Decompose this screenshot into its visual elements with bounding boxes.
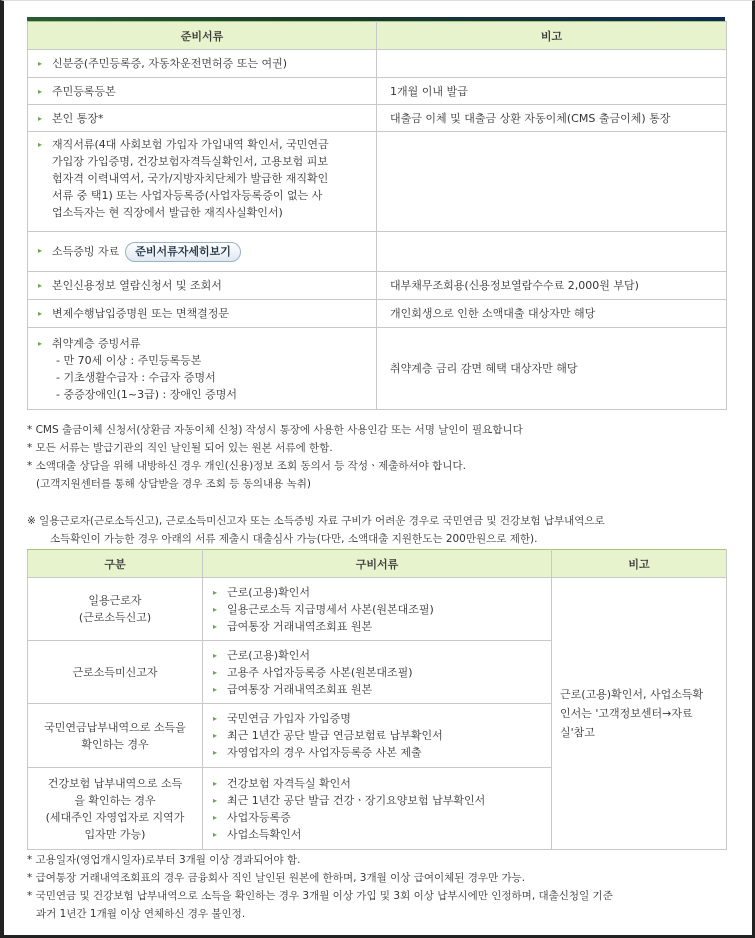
remark-cell: 1개월 이내 발급 — [377, 78, 727, 105]
bullet-icon: ▸ — [213, 795, 218, 805]
remark-cell: 개인회생으로 인한 소액대출 대상자만 해당 — [377, 300, 727, 328]
bullet-icon: ▸ — [38, 140, 43, 149]
sub-item: - 중증장애인(1~3급) : 장애인 증명서 — [56, 387, 237, 401]
column-header-category: 구분 — [28, 550, 203, 578]
notice — [27, 512, 605, 548]
category-cell: 국민연금납부내역으로 소득을 확인하는 경우 — [28, 704, 203, 768]
remark-cell: 근로(고용)확인서, 사업소득확 인서는 '고객정보센터→자료 실'참고 — [552, 578, 727, 850]
income-proof-table — [27, 549, 727, 850]
bullet-icon: ▸ — [213, 621, 218, 631]
remark-cell: 대부채무조회용(신용정보열람수수료 2,000원 부담) — [377, 272, 727, 300]
bullet-icon: ▸ — [213, 667, 218, 677]
bullet-icon: ▸ — [38, 86, 43, 96]
bullet-icon: ▸ — [213, 604, 218, 614]
bullet-icon: ▸ — [213, 714, 218, 723]
table-row — [28, 328, 727, 410]
list-item: ▸ 재직서류(4대 사회보험 가입자 가입내역 확인서, 국민연금 가입장 가입증명, 건강보험자격득실확인서, 고용보험 피보 험자격 이력내역서, 국가/지방자치단체가 발급한 재직확인 서류 중 택1) 또는 사업자등록증(사업자등록증이 없는 사 업소득자는 현 직장에서 발급한 재직사실확인서) — [38, 138, 329, 219]
footnote: 과거 1년간 1개월 이상 연체하신 경우 불인정. — [36, 908, 246, 920]
docs-cell: ▸ 근로(고용)확인서 ▸ 고용주 사업자등록증 사본(원본대조필) ▸ 급여통장 거래내역조회표 원본 — [203, 641, 552, 704]
table-row — [28, 232, 727, 272]
notice-line: 소득확인이 가능한 경우 아래의 서류 제출시 대출심사 가능(다만, 소액대출 지원한도는 200만원으로 제한). — [50, 533, 538, 545]
bullet-icon: ▸ — [38, 338, 43, 348]
bullet-icon: ▸ — [38, 59, 43, 68]
remark-cell: 취약계층 금리 감면 혜택 대상자만 해당 — [377, 328, 727, 410]
table-row — [28, 50, 727, 78]
footnote: * 소액대출 상담을 위해 내방하신 경우 개인(신용)정보 조회 동의서 등 작성ㆍ제출하셔야 합니다. — [27, 460, 466, 472]
list-item: ▸ 본인신용정보 열람신청서 및 조회서 — [38, 279, 222, 292]
bullet-icon: ▸ — [213, 748, 218, 757]
list-item: ▸ 소득증빙 자료 준비서류자세히보기 — [38, 242, 376, 262]
bullet-icon: ▸ — [213, 812, 218, 822]
table-header-row — [28, 22, 727, 50]
column-header-remarks: 비고 — [552, 550, 727, 578]
category-cell: 건강보험 납부내역으로 소득 을 확인하는 경우 (세대주인 자영업자로 지역가 입자만 가능) — [28, 768, 203, 850]
list-item: ▸ 주민등록등본 — [38, 84, 116, 98]
bullet-icon: ▸ — [38, 245, 43, 255]
table-row — [28, 272, 727, 300]
column-header-remarks: 비고 — [377, 22, 727, 50]
bullet-icon: ▸ — [38, 113, 43, 123]
list-item: ▸ 본인 통장* — [38, 111, 104, 125]
footnote: * 국민연금 및 건강보험 납부내역으로 소득을 확인하는 경우 3개월 이상 가입 및 3회 이상 납부시에만 인정하며, 대출신청일 기준 — [27, 890, 613, 902]
category-cell: 근로소득미신고자 — [28, 641, 203, 704]
table-row — [28, 578, 727, 641]
required-documents-table — [27, 21, 727, 410]
bullet-icon: ▸ — [213, 731, 218, 740]
remark-cell — [377, 132, 727, 232]
list-item: ▸ 변제수행납입증명원 또는 면책결정문 — [38, 307, 230, 320]
bullet-icon: ▸ — [213, 778, 218, 788]
footnote: * 모든 서류는 발급기관의 직인 날인될 되어 있는 원본 서류에 한함. — [27, 442, 333, 454]
column-header-documents: 구비서류 — [203, 550, 552, 578]
bullet-icon: ▸ — [213, 829, 218, 839]
remark-cell — [377, 232, 727, 272]
table-row — [28, 78, 727, 105]
table-header-row — [28, 550, 727, 578]
docs-cell: ▸ 근로(고용)확인서 ▸ 일용근로소득 지급명세서 사본(원본대조필) ▸ 급여통장 거래내역조회표 원본 — [203, 578, 552, 641]
footnote: * CMS 출금이체 신청서(상환금 자동이체 신청) 작성시 통장에 사용한 사용인감 또는 서명 날인이 필요합니다 — [27, 424, 523, 436]
footnotes — [27, 421, 523, 493]
remark-cell — [377, 50, 727, 78]
bullet-icon: ▸ — [38, 281, 43, 290]
footnotes-bottom — [27, 851, 613, 923]
footnote: * 고용일자(영업개시일자)로부터 3개월 이상 경과되어야 함. — [27, 854, 301, 866]
table-row — [28, 300, 727, 328]
remark-cell: 대출금 이체 및 대출금 상환 자동이체(CMS 출금이체) 통장 — [377, 105, 727, 132]
footnote: (고객지원센터를 통해 상담받을 경우 조회 등 동의내용 녹취) — [36, 478, 311, 490]
notice-line: ※ 일용근로자(근로소득신고), 근로소득미신고자 또는 소득증빙 자료 구비가 어려운 경우로 국민연금 및 건강보험 납부내역으로 — [27, 515, 605, 527]
table-row — [28, 105, 727, 132]
sub-item: - 기초생활수급자 : 수급자 증명서 — [56, 370, 216, 384]
bullet-icon: ▸ — [38, 309, 43, 318]
table-row — [28, 132, 727, 232]
list-item: ▸ 취약계층 증빙서류 — [38, 336, 141, 350]
bullet-icon: ▸ — [213, 587, 218, 597]
column-header-documents: 준비서류 — [28, 22, 377, 50]
bullet-icon: ▸ — [213, 684, 218, 694]
bullet-icon: ▸ — [213, 650, 218, 660]
document-details-button[interactable]: 준비서류자세히보기 — [125, 242, 241, 262]
docs-cell: ▸ 국민연금 가입자 가입증명 ▸ 최근 1년간 공단 발급 연금보험료 납부확인서 ▸ 자영업자의 경우 사업자등록증 사본 제출 — [203, 704, 552, 768]
category-cell: 일용근로자 (근로소득신고) — [28, 578, 203, 641]
sub-item: - 만 70세 이상 : 주민등록등본 — [56, 353, 202, 367]
footnote: * 급여통장 거래내역조회표의 경우 금융회사 직인 날인된 원본에 한하며, 3개월 이상 급여이체된 경우만 가능. — [27, 872, 526, 884]
docs-cell: ▸ 건강보험 자격득실 확인서 ▸ 최근 1년간 공단 발급 건강ㆍ장기요양보험 납부확인서 ▸ 사업자등록증 ▸ 사업소득확인서 — [203, 768, 552, 850]
list-item: ▸ 신분증(주민등록증, 자동차운전면허증 또는 여권) — [38, 57, 288, 70]
